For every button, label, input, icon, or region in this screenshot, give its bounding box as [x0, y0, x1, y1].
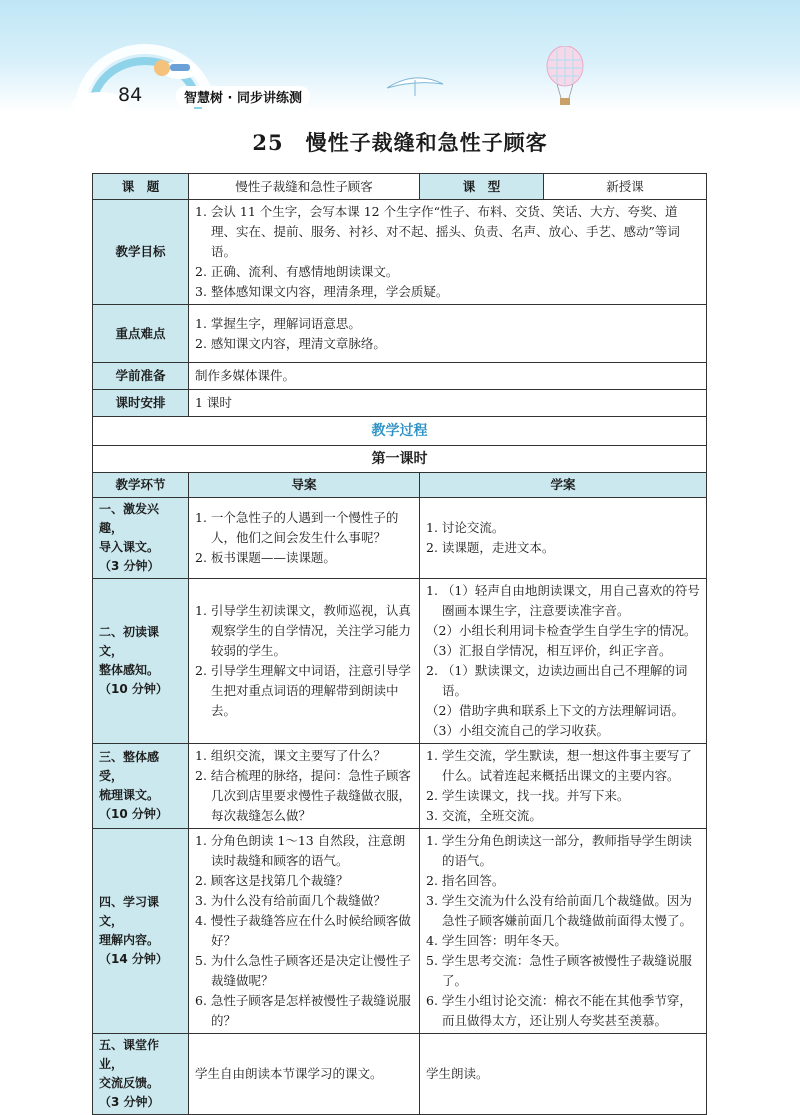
- guide-item: 5. 为什么急性子顾客还是决定让慢性子裁缝做呢？: [195, 953, 411, 988]
- stage-line: 理解内容。: [99, 933, 160, 947]
- key-points-label: 重点难点: [93, 305, 189, 363]
- lesson-title: [0, 127, 800, 157]
- study-item: 2. 读课题，走进文本。: [426, 540, 555, 555]
- prep-label: 学前准备: [93, 363, 189, 390]
- guide-cell: [189, 498, 420, 579]
- study-item: 3. 学生交流为什么没有给前面几个裁缝做。因为急性子顾客嫌前面几个裁缝做前面得太慢了。: [426, 893, 693, 928]
- study-item: （3）小组交流自己的学习收获。: [426, 723, 609, 738]
- guide-item: 1. 组织交流，课文主要写了什么？: [195, 748, 386, 763]
- lesson-name: 慢性子裁缝和急性子顾客: [305, 130, 548, 155]
- key-point-item: 2. 感知课文内容，理清文章脉络。: [195, 335, 386, 351]
- study-item: 1. 学生交流，学生默读，想一想这件事主要写了什么。试着连起来概括出课文的主要内容。: [426, 748, 692, 783]
- prep-row: [93, 363, 707, 390]
- stage-time: （3 分钟）: [99, 559, 160, 573]
- guide-item: 3. 为什么没有给前面几个裁缝做？: [195, 893, 386, 908]
- time-row: [93, 390, 707, 417]
- study-item: （3）汇报自学情况，相互评价，纠正字音。: [426, 643, 672, 658]
- stage-cell: [93, 1034, 189, 1115]
- study-item: 4. 学生回答：明年冬天。: [426, 933, 567, 948]
- topic-row: [93, 174, 707, 200]
- series-title: 智慧树 · 同步讲练测: [176, 86, 310, 107]
- guide-cell: 学生自由朗读本节课学习的课文。: [189, 1034, 420, 1115]
- stage-time: （10 分钟）: [99, 682, 168, 696]
- stage-row: [93, 498, 707, 579]
- type-label: 课 型: [420, 174, 544, 200]
- stage-time: （14 分钟）: [99, 952, 168, 966]
- guide-item: 1. 分角色朗读 1～13 自然段，注意朗读时裁缝和顾客的语气。: [195, 833, 406, 868]
- stage-line: 整体感知。: [99, 663, 160, 677]
- goals-cell: [189, 200, 707, 305]
- guide-cell: [189, 744, 420, 829]
- page-number: 84: [118, 84, 143, 106]
- guide-item: 6. 急性子顾客是怎样被慢性子裁缝说服的？: [195, 993, 411, 1028]
- topic-value: 慢性子裁缝和急性子顾客: [189, 174, 420, 200]
- process-heading: 教学过程: [93, 417, 707, 446]
- study-item: 3. 交流，全班交流。: [426, 808, 542, 823]
- stage-row: [93, 829, 707, 1034]
- process-heading-row: [93, 417, 707, 446]
- stage-line: 导入课文。: [99, 540, 160, 554]
- period-title: 第一课时: [93, 446, 707, 473]
- topic-label: 课 题: [93, 174, 189, 200]
- stage-cell: [93, 744, 189, 829]
- guide-item: 1. 一个急性子的人遇到一个慢性子的人，他们之间会发生什么事呢？: [195, 510, 399, 545]
- stage-cell: [93, 829, 189, 1034]
- study-item: 2. 学生读课文，找一找。并写下来。: [426, 788, 630, 803]
- hot-air-balloon-decoration: [545, 46, 585, 108]
- stage-cell: [93, 579, 189, 744]
- guide-item: 1. 引导学生初读课文，教师巡视，认真观察学生的自学情况，关注学习能力较弱的学生。: [195, 603, 412, 658]
- prep-value: 制作多媒体课件。: [189, 363, 707, 390]
- study-cell: [420, 498, 707, 579]
- lesson-number: 25: [252, 130, 284, 155]
- process-header-row: [93, 473, 707, 498]
- type-value: 新授课: [544, 174, 707, 200]
- guide-item: 2. 板书课题——读课题。: [195, 550, 336, 565]
- stage-line: 三、整体感受，: [99, 750, 160, 783]
- study-item: 1. （1）轻声自由地朗读课文，用自己喜欢的符号圈画本课生字，注意要读准字音。: [426, 583, 700, 618]
- study-item: 1. 讨论交流。: [426, 520, 505, 535]
- stage-row: [93, 744, 707, 829]
- stage-line: 一、激发兴趣，: [99, 502, 160, 535]
- stage-time: （10 分钟）: [99, 807, 168, 821]
- guide-item: 2. 结合梳理的脉络，提问：急性子顾客几次到店里要求慢性子裁缝做衣服，每次裁缝怎么做？: [195, 768, 412, 823]
- study-item: （2）借助字典和联系上下文的方法理解词语。: [426, 703, 684, 718]
- guide-item: 4. 慢性子裁缝答应在什么时候给顾客做好？: [195, 913, 411, 948]
- guide-item: 2. 引导学生理解文中词语，注意引导学生把对重点词语的理解带到朗读中去。: [195, 663, 411, 718]
- study-cell: [420, 829, 707, 1034]
- stage-line: 梳理课文。: [99, 788, 160, 802]
- guide-cell: [189, 829, 420, 1034]
- study-cell: [420, 744, 707, 829]
- stage-line: 交流反馈。: [99, 1076, 160, 1090]
- study-item: 1. 学生分角色朗读这一部分，教师指导学生朗读的语气。: [426, 833, 692, 868]
- stage-line: 四、学习课文，: [99, 895, 160, 928]
- study-item: 6. 学生小组讨论交流：棉衣不能在其他季节穿，而且做得太方，还让别人夸奖甚至羡慕。: [426, 993, 692, 1028]
- goal-item: 2. 正确、流利、有感情地朗读课文。: [195, 264, 399, 279]
- study-item: 2. （1）默读课文，边读边画出自己不理解的词语。: [426, 663, 688, 698]
- stage-row: [93, 1034, 707, 1115]
- key-point-item: 1. 掌握生字，理解词语意思。: [195, 315, 361, 331]
- lesson-plan-table: [92, 173, 707, 1115]
- study-item: （2）小组长利用词卡检查学生自学生字的情况。: [426, 623, 697, 638]
- study-item: 2. 指名回答。: [426, 873, 505, 888]
- col-study-header: 学案: [420, 473, 707, 498]
- key-points-cell: [189, 305, 707, 363]
- guide-item: 2. 顾客这是找第几个裁缝？: [195, 873, 349, 888]
- goals-label: 教学目标: [93, 200, 189, 305]
- col-stage-header: 教学环节: [93, 473, 189, 498]
- stage-row: [93, 579, 707, 744]
- stage-line: 五、课堂作业，: [99, 1038, 160, 1071]
- stage-cell: [93, 498, 189, 579]
- goal-item: 1. 会认 11 个生字，会写本课 12 个生字作“性子、布料、交货、笑话、大方、夸奖、道理、实在、提前、服务、衬衫、对不起、摇头、负责、名声、放心、手艺、感动”等词语。: [195, 204, 680, 259]
- goals-row: [93, 200, 707, 305]
- guide-cell: [189, 579, 420, 744]
- glider-decoration: [385, 70, 445, 100]
- key-points-row: [93, 305, 707, 363]
- stage-time: （3 分钟）: [99, 1095, 160, 1109]
- study-cell: [420, 579, 707, 744]
- study-cell: 学生朗读。: [420, 1034, 707, 1115]
- time-value: 1 课时: [189, 390, 707, 417]
- goal-item: 3. 整体感知课文内容，理清条理，学会质疑。: [195, 284, 449, 299]
- study-item: 5. 学生思考交流：急性子顾客被慢性子裁缝说服了。: [426, 953, 692, 988]
- col-guide-header: 导案: [189, 473, 420, 498]
- stage-line: 二、初读课文，: [99, 625, 160, 658]
- time-label: 课时安排: [93, 390, 189, 417]
- period-row: [93, 446, 707, 473]
